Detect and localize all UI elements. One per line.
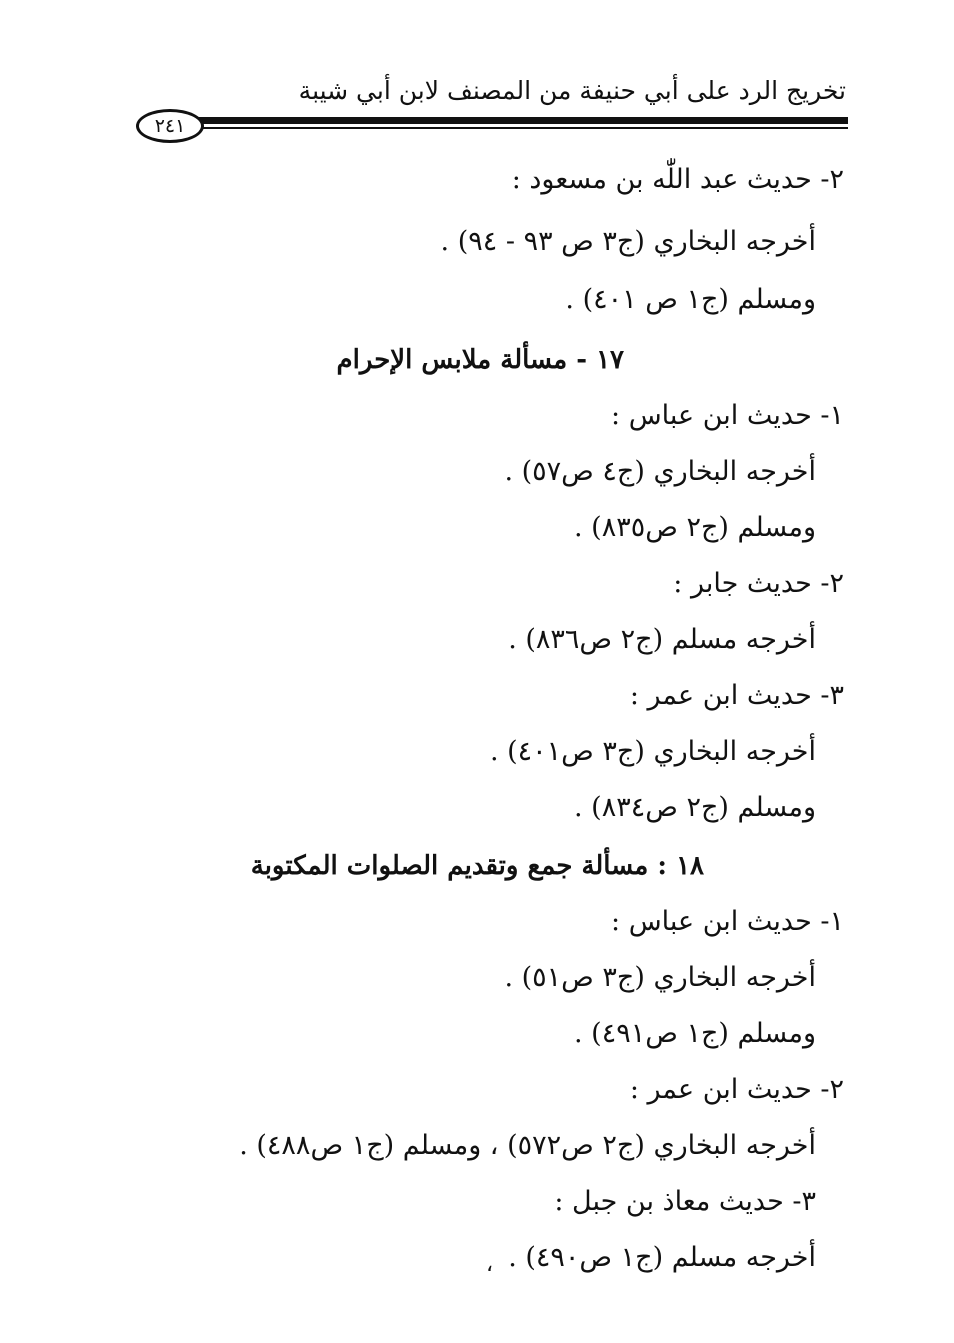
page-number: ٢٤١ [154, 115, 186, 137]
text-line-7: ومسلم (ج٢ ص٨٣٥) . [573, 512, 816, 543]
text-line-5: ١- حديث ابن عباس : [611, 400, 844, 431]
text-line-2: أخرجه البخاري (ج٣ ص ٩٣ - ٩٤) . [440, 226, 816, 257]
page-number-badge [136, 109, 204, 143]
text-line-17: ٢- حديث ابن عمر : [629, 1074, 844, 1105]
text-line-11: أخرجه البخاري (ج٣ ص٤٠١) . [489, 736, 816, 767]
running-header-title: تخريج الرد على أبي حنيفة من المصنف لابن أبي شيبة [298, 76, 846, 105]
text-line-12: ومسلم (ج٢ ص٨٣٤) . [573, 792, 816, 823]
text-line-1: ٢- حديث عبد اللّٰه بن مسعود : [511, 164, 844, 195]
text-line-6: أخرجه البخاري (ج٤ ص٥٧) . [504, 456, 816, 487]
text-line-8: ٢- حديث جابر : [673, 568, 844, 599]
text-line-18: أخرجه البخاري (ج٢ ص٥٧٢) ، ومسلم (ج١ ص٤٨٨) . [239, 1130, 816, 1161]
section-heading-18: ١٨ : مسألة جمع وتقديم الصلوات المكتوبة [250, 851, 704, 881]
section-heading-17: ١٧ - مسألة ملابس الإحرام [336, 345, 624, 375]
text-line-15: أخرجه البخاري (ج٣ ص٥١) . [504, 962, 816, 993]
text-line-19: ٣- حديث معاذ بن جبل : [554, 1186, 816, 1217]
text-line-16: ومسلم (ج١ ص٤٩١) . [573, 1018, 816, 1049]
text-line-9: أخرجه مسلم (ج٢ ص٨٣٦) . [508, 624, 816, 655]
header-rule-thin [190, 127, 848, 129]
text-line-3: ومسلم (ج١ ص ٤٠١) . [565, 284, 816, 315]
text-line-10: ٣- حديث ابن عمر : [629, 680, 844, 711]
text-line-14: ١- حديث ابن عباس : [611, 906, 844, 937]
header-rule-thick [190, 117, 848, 124]
text-line-20: أخرجه مسلم (ج١ ص٤٩٠) . [508, 1242, 816, 1273]
stray-mark: ، [486, 1252, 494, 1277]
